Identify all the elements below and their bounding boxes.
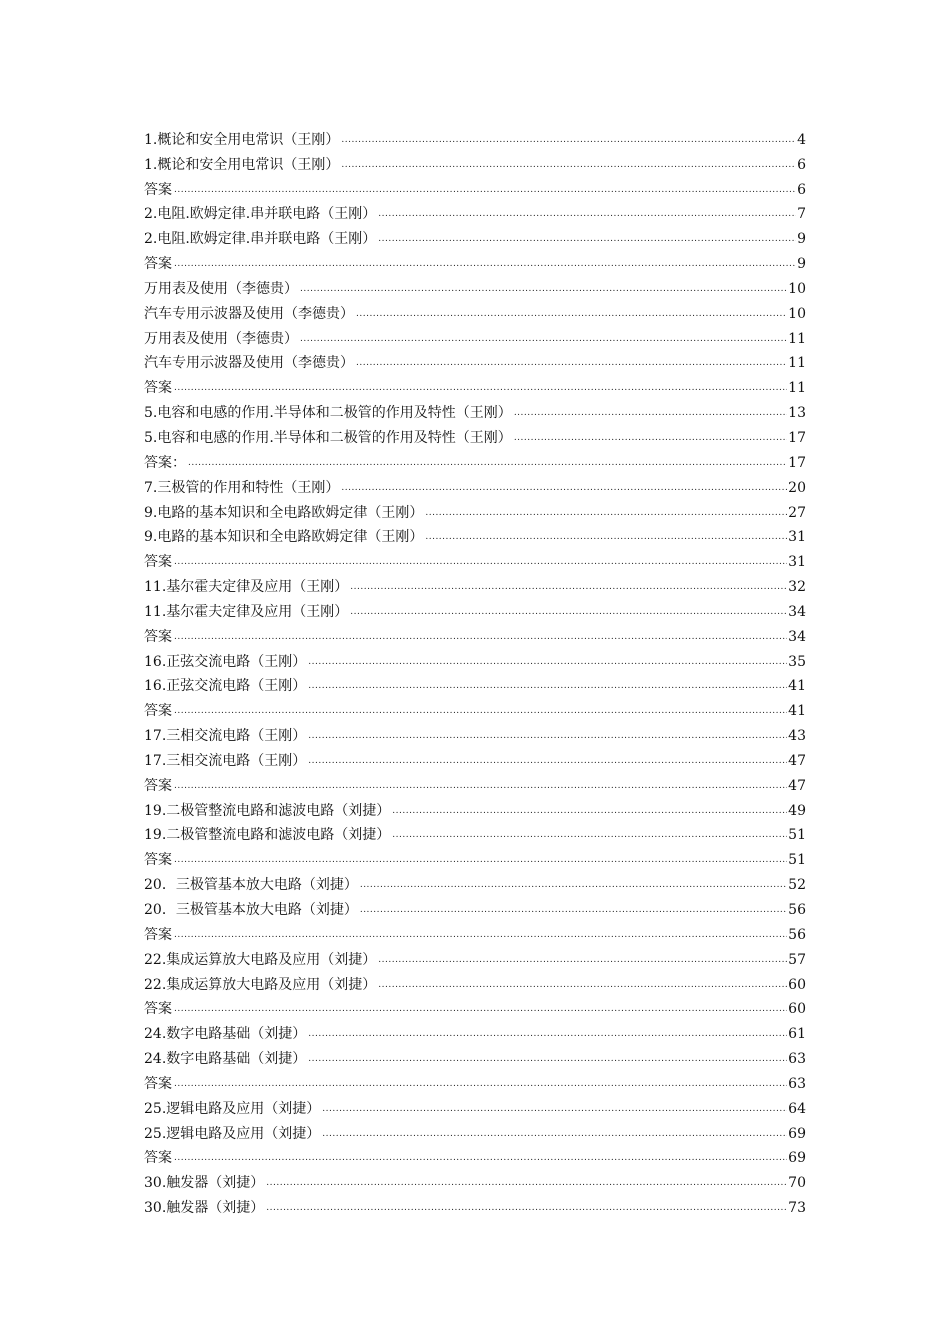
toc-dot-leader: [266, 1202, 787, 1214]
toc-entry-title: 2.电阻.欧姆定律.串并联电路（王刚）: [144, 206, 377, 223]
toc-entry-page-number: 4: [797, 131, 806, 148]
toc-entry[interactable]: [144, 1093, 806, 1118]
toc-entry[interactable]: [144, 397, 806, 422]
toc-entry-title: 22.集成运算放大电路及应用（刘捷）: [144, 951, 377, 968]
toc-entry-title: 16.正弦交流电路（王刚）: [144, 678, 307, 695]
toc-entry-title: 答案: [144, 380, 172, 397]
toc-dot-leader: [174, 854, 787, 866]
toc-entry-title: 1.概论和安全用电常识（王刚）: [144, 131, 340, 148]
toc-entry[interactable]: [144, 944, 806, 969]
toc-entry-title: 答案: [144, 554, 172, 571]
toc-entry-title: 11.基尔霍夫定律及应用（王刚）: [144, 603, 349, 620]
toc-entry-page-number: 63: [788, 1075, 806, 1092]
toc-entry-page-number: 56: [788, 926, 806, 943]
toc-entry-title: 30.触发器（刘捷）: [144, 1175, 265, 1192]
toc-entry[interactable]: [144, 621, 806, 646]
toc-entry-page-number: 63: [788, 1051, 806, 1068]
toc-entry-title: 答案: [144, 181, 172, 198]
toc-dot-leader: [514, 432, 787, 444]
toc-entry-page-number: 6: [797, 156, 806, 173]
toc-entry-page-number: 61: [788, 1026, 806, 1043]
toc-entry-title: 答案: [144, 703, 172, 720]
toc-entry-page-number: 51: [788, 852, 806, 869]
toc-dot-leader: [308, 656, 787, 668]
toc-dot-leader: [188, 457, 787, 469]
toc-entry-title: 答案: [144, 852, 172, 869]
toc-entry-title: 答案: [144, 777, 172, 794]
toc-dot-leader: [322, 1128, 787, 1140]
toc-entry[interactable]: [144, 174, 806, 199]
toc-entry-title: 16.正弦交流电路（王刚）: [144, 653, 307, 670]
toc-entry[interactable]: [144, 1143, 806, 1168]
toc-entry-page-number: 41: [788, 678, 806, 695]
toc-entry-title: 25.逻辑电路及应用（刘捷）: [144, 1100, 321, 1117]
toc-entry-page-number: 64: [788, 1100, 806, 1117]
toc-entry[interactable]: [144, 372, 806, 397]
toc-dot-leader: [360, 904, 787, 916]
toc-entry[interactable]: [144, 844, 806, 869]
toc-dot-leader: [356, 357, 787, 369]
toc-dot-leader: [341, 159, 796, 171]
toc-dot-leader: [425, 507, 787, 519]
toc-entry[interactable]: [144, 770, 806, 795]
toc-dot-leader: [308, 755, 787, 767]
toc-entry-page-number: 20: [788, 479, 806, 496]
toc-entry-page-number: 13: [788, 405, 806, 422]
toc-dot-leader: [174, 1003, 787, 1015]
toc-dot-leader: [360, 879, 787, 891]
toc-entry-title: 万用表及使用（李德贵）: [144, 330, 298, 347]
toc-entry-page-number: 31: [788, 529, 806, 546]
toc-entry-page-number: 17: [788, 429, 806, 446]
toc-dot-leader: [300, 283, 787, 295]
toc-dot-leader: [378, 954, 787, 966]
toc-entry[interactable]: [144, 223, 806, 248]
toc-dot-leader: [266, 1177, 787, 1189]
toc-dot-leader: [514, 407, 787, 419]
toc-entry-page-number: 47: [788, 752, 806, 769]
toc-entry[interactable]: [144, 298, 806, 323]
toc-dot-leader: [378, 233, 796, 245]
toc-entry[interactable]: [144, 571, 806, 596]
toc-entry-title: 30.触发器（刘捷）: [144, 1200, 265, 1217]
toc-entry[interactable]: [144, 273, 806, 298]
toc-entry-title: 19.二极管整流电路和滤波电路（刘捷）: [144, 827, 391, 844]
toc-entry-title: 1.概论和安全用电常识（王刚）: [144, 156, 340, 173]
toc-entry-title: 答案: [144, 256, 172, 273]
toc-entry[interactable]: [144, 124, 806, 149]
toc-entry[interactable]: [144, 795, 806, 820]
toc-dot-leader: [350, 581, 787, 593]
toc-dot-leader: [300, 333, 787, 345]
toc-entry-page-number: 49: [788, 802, 806, 819]
toc-dot-leader: [392, 829, 787, 841]
toc-entry-title: 20．三极管基本放大电路（刘捷）: [144, 877, 358, 894]
toc-entry-page-number: 69: [788, 1150, 806, 1167]
toc-entry-title: 答案: [144, 1001, 172, 1018]
toc-entry-title: 答案：: [144, 454, 186, 471]
toc-entry[interactable]: [144, 671, 806, 696]
toc-entry-page-number: 6: [797, 181, 806, 198]
toc-dot-leader: [378, 979, 787, 991]
toc-dot-leader: [174, 1078, 787, 1090]
toc-dot-leader: [174, 556, 787, 568]
toc-entry-page-number: 51: [788, 827, 806, 844]
toc-entry[interactable]: [144, 695, 806, 720]
toc-entry[interactable]: [144, 422, 806, 447]
toc-entry[interactable]: [144, 820, 806, 845]
toc-entry-page-number: 32: [788, 579, 806, 596]
toc-entry[interactable]: [144, 745, 806, 770]
toc-entry-title: 汽车专用示波器及使用（李德贵）: [144, 305, 354, 322]
toc-entry-page-number: 52: [788, 877, 806, 894]
toc-dot-leader: [308, 730, 787, 742]
table-of-contents: [144, 124, 806, 1217]
toc-entry-title: 9.电路的基本知识和全电路欧姆定律（王刚）: [144, 504, 424, 521]
toc-dot-leader: [174, 184, 796, 196]
toc-entry-title: 19.二极管整流电路和滤波电路（刘捷）: [144, 802, 391, 819]
toc-dot-leader: [350, 606, 787, 618]
toc-entry[interactable]: [144, 522, 806, 547]
toc-entry-title: 24.数字电路基础（刘捷）: [144, 1051, 307, 1068]
toc-dot-leader: [341, 134, 796, 146]
toc-entry[interactable]: [144, 248, 806, 273]
toc-entry-page-number: 10: [788, 305, 806, 322]
toc-entry-page-number: 9: [797, 256, 806, 273]
toc-entry-page-number: 47: [788, 777, 806, 794]
toc-entry-title: 9.电路的基本知识和全电路欧姆定律（王刚）: [144, 529, 424, 546]
toc-entry-title: 22.集成运算放大电路及应用（刘捷）: [144, 976, 377, 993]
toc-entry-page-number: 60: [788, 1001, 806, 1018]
toc-entry-title: 5.电容和电感的作用.半导体和二极管的作用及特性（王刚）: [144, 405, 512, 422]
toc-entry[interactable]: [144, 497, 806, 522]
toc-entry-page-number: 73: [788, 1200, 806, 1217]
toc-entry[interactable]: [144, 969, 806, 994]
toc-entry-title: 17.三相交流电路（王刚）: [144, 752, 307, 769]
toc-entry-page-number: 56: [788, 902, 806, 918]
toc-entry[interactable]: [144, 894, 806, 919]
toc-entry-title: 5.电容和电感的作用.半导体和二极管的作用及特性（王刚）: [144, 429, 512, 446]
toc-entry[interactable]: [144, 149, 806, 174]
toc-entry[interactable]: [144, 546, 806, 571]
toc-entry-title: 万用表及使用（李德贵）: [144, 280, 298, 297]
toc-entry[interactable]: [144, 919, 806, 944]
toc-entry-title: 24.数字电路基础（刘捷）: [144, 1026, 307, 1043]
toc-entry-page-number: 11: [788, 330, 806, 347]
toc-dot-leader: [392, 805, 787, 817]
toc-entry[interactable]: [144, 1118, 806, 1143]
toc-dot-leader: [356, 308, 787, 320]
toc-entry[interactable]: [144, 596, 806, 621]
toc-entry[interactable]: [144, 472, 806, 497]
toc-dot-leader: [174, 929, 787, 941]
toc-dot-leader: [378, 208, 796, 220]
toc-entry[interactable]: [144, 447, 806, 472]
toc-entry[interactable]: [144, 1068, 806, 1093]
toc-entry-page-number: 7: [797, 206, 806, 223]
toc-dot-leader: [174, 1152, 787, 1164]
toc-entry-page-number: 60: [788, 976, 806, 993]
toc-entry-page-number: 35: [788, 653, 806, 670]
toc-dot-leader: [308, 680, 787, 692]
toc-dot-leader: [341, 482, 787, 494]
toc-entry-title: 答案: [144, 628, 172, 645]
toc-entry[interactable]: [144, 720, 806, 745]
toc-entry-page-number: 31: [788, 554, 806, 571]
toc-entry-title: 11.基尔霍夫定律及应用（王刚）: [144, 579, 349, 596]
toc-entry-title: 7.三极管的作用和特性（王刚）: [144, 479, 340, 496]
toc-entry-title: 2.电阻.欧姆定律.串并联电路（王刚）: [144, 231, 377, 248]
toc-entry-title: 答案: [144, 1150, 172, 1167]
toc-entry-page-number: 70: [788, 1175, 806, 1192]
toc-entry[interactable]: [144, 869, 806, 894]
toc-entry-page-number: 69: [788, 1125, 806, 1142]
toc-dot-leader: [308, 1028, 787, 1040]
toc-entry-page-number: 34: [788, 628, 806, 645]
toc-entry-title: 答案: [144, 926, 172, 943]
toc-entry-page-number: 27: [788, 504, 806, 521]
toc-entry-title: 25.逻辑电路及应用（刘捷）: [144, 1125, 321, 1142]
toc-entry[interactable]: [144, 323, 806, 348]
toc-dot-leader: [174, 258, 796, 270]
toc-entry[interactable]: [144, 348, 806, 373]
toc-entry-page-number: 41: [788, 703, 806, 720]
toc-dot-leader: [322, 1103, 787, 1115]
toc-entry[interactable]: [144, 994, 806, 1019]
toc-entry-title: 汽车专用示波器及使用（李德贵）: [144, 355, 354, 372]
toc-dot-leader: [174, 382, 787, 394]
toc-entry[interactable]: [144, 199, 806, 224]
toc-entry-page-number: 9: [797, 231, 806, 248]
toc-entry[interactable]: [144, 646, 806, 671]
toc-entry-title: 17.三相交流电路（王刚）: [144, 728, 307, 745]
toc-entry-page-number: 34: [788, 603, 806, 620]
toc-entry[interactable]: [144, 1018, 806, 1043]
toc-entry[interactable]: [144, 1167, 806, 1192]
toc-dot-leader: [425, 531, 787, 543]
toc-dot-leader: [174, 780, 787, 792]
toc-entry[interactable]: [144, 1043, 806, 1068]
toc-entry-page-number: 11: [788, 380, 806, 397]
toc-entry-title: 答案: [144, 1075, 172, 1092]
toc-dot-leader: [174, 631, 787, 643]
toc-entry[interactable]: [144, 1192, 806, 1217]
toc-entry-page-number: 11: [788, 355, 806, 372]
toc-entry-page-number: 17: [788, 454, 806, 471]
toc-dot-leader: [174, 705, 787, 717]
toc-entry-page-number: 43: [788, 728, 806, 745]
toc-entry-title: 20．三极管基本放大电路（刘捷）: [144, 902, 358, 918]
toc-entry-page-number: 57: [788, 951, 806, 968]
toc-dot-leader: [308, 1053, 787, 1065]
toc-entry-page-number: 10: [788, 280, 806, 297]
